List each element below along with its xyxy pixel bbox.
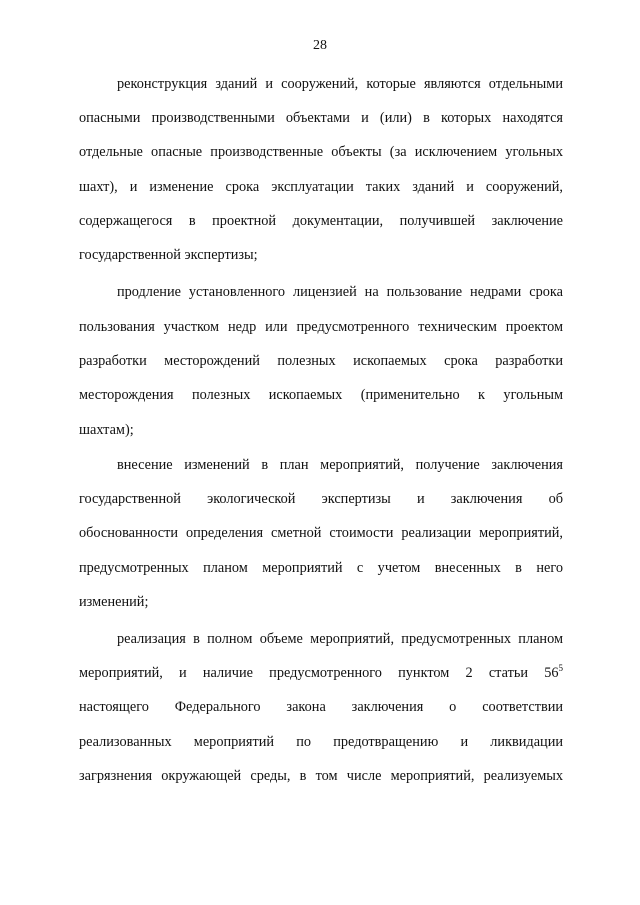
text-line: настоящего Федерального закона заключения о соответствии <box>79 699 563 715</box>
text-line: разработки месторождений полезных ископаемых срока разработки <box>79 353 563 369</box>
text-line: предусмотренных планом мероприятий с учетом внесенных в него <box>79 560 563 576</box>
text-line: государственной экологической экспертизы и заключения об <box>79 491 563 507</box>
text-line: пользования участком недр или предусмотренного техническим проектом <box>79 319 563 335</box>
text-line: реконструкция зданий и сооружений, которые являются отдельными <box>117 76 563 92</box>
text-line: месторождения полезных ископаемых (применительно к угольным <box>79 387 563 403</box>
text-segment: мероприятий, и наличие предусмотренного пунктом 2 статьи 56 <box>79 665 559 681</box>
text-line: изменений; <box>79 594 149 610</box>
text-line: опасными производственными объектами и (или) в которых находятся <box>79 110 563 126</box>
text-line: обоснованности определения сметной стоимости реализации мероприятий, <box>79 525 563 541</box>
text-line: реализация в полном объеме мероприятий, предусмотренных планом <box>117 631 563 647</box>
article-superscript: 5 <box>558 663 563 673</box>
text-line: содержащегося в проектной документации, получившей заключение <box>79 213 563 229</box>
text-line: шахтам); <box>79 422 134 438</box>
text-line: шахт), и изменение срока эксплуатации таких зданий и сооружений, <box>79 179 563 195</box>
text-line: государственной экспертизы; <box>79 247 258 263</box>
text-line: продление установленного лицензией на пользование недрами срока <box>117 284 563 300</box>
text-line: загрязнения окружающей среды, в том числе мероприятий, реализуемых <box>79 768 563 784</box>
page-number: 28 <box>313 38 327 53</box>
text-line: реализованных мероприятий по предотвращению и ликвидации <box>79 734 563 750</box>
text-line: внесение изменений в план мероприятий, получение заключения <box>117 457 563 473</box>
text-line-with-superscript <box>79 663 563 683</box>
text-line: отдельные опасные производственные объекты (за исключением угольных <box>79 144 563 160</box>
